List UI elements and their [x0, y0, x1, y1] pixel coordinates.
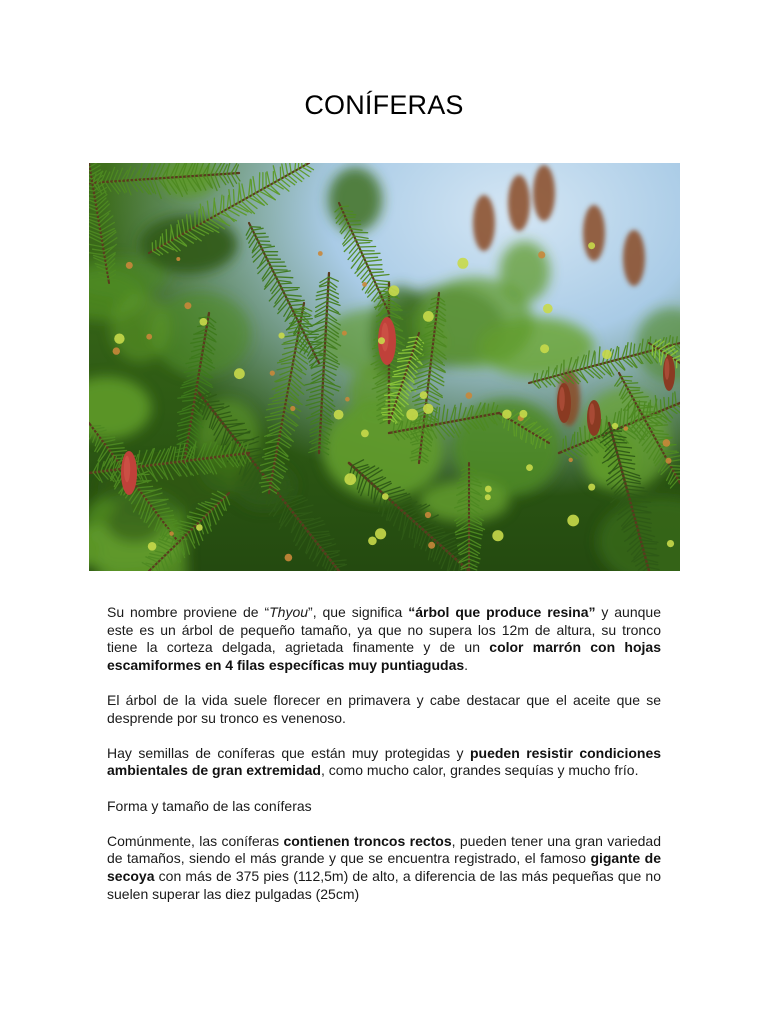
article-body — [107, 604, 661, 921]
bold-phrase: color marrón con hojas escamiformes en 4 filas específicas muy puntiagudas — [107, 639, 661, 673]
text-run: Su nombre proviene de “ — [107, 604, 270, 620]
paragraph-sizes — [107, 833, 661, 903]
bold-phrase: pueden resistir condiciones ambientales de gran extremidad — [107, 744, 662, 779]
page-title: CONÍFERAS — [304, 90, 464, 120]
text-run: con más de 375 pies (112,5m) de alto, a diferencia de las más pequeñas que no suelen superar las diez pulgadas (25cm) — [107, 867, 661, 902]
section-heading-shape-size — [107, 798, 661, 816]
paragraph-origin — [107, 604, 661, 674]
text-run: Forma y tamaño de las coníferas — [107, 797, 312, 814]
text-run: y aunque este es un árbol de pequeño tamaño, ya que no supera los 12m de altura, su tronco tiene la corteza delgada, agrietada finamente y de un — [107, 604, 661, 656]
bold-phrase: contienen troncos rectos — [283, 832, 452, 849]
conifer-branches-photo — [89, 163, 680, 571]
bold-phrase: “árbol que produce resina” — [408, 604, 596, 620]
text-run: . — [464, 656, 469, 673]
text-run: El árbol de la vida suele florecer en primavera y cabe destacar que el aceite que se desprende por su tronco es venenoso. — [107, 691, 661, 726]
text-run: , pueden tener una gran variedad de tamaños, siendo el más grande y que se encuentra registrado, el famoso — [107, 832, 662, 867]
italic-term: Thyou — [269, 604, 309, 620]
text-run: , como mucho calor, grandes sequías y mucho frío. — [320, 762, 639, 779]
text-run: ”, que significa — [308, 604, 409, 620]
bold-phrase: gigante de secoya — [107, 850, 661, 884]
paragraph-seeds — [107, 745, 661, 780]
text-run: Comúnmente, las coníferas — [107, 832, 284, 849]
text-run: Hay semillas de coníferas que están muy protegidas y — [107, 744, 470, 761]
paragraph-flowering — [107, 692, 661, 727]
